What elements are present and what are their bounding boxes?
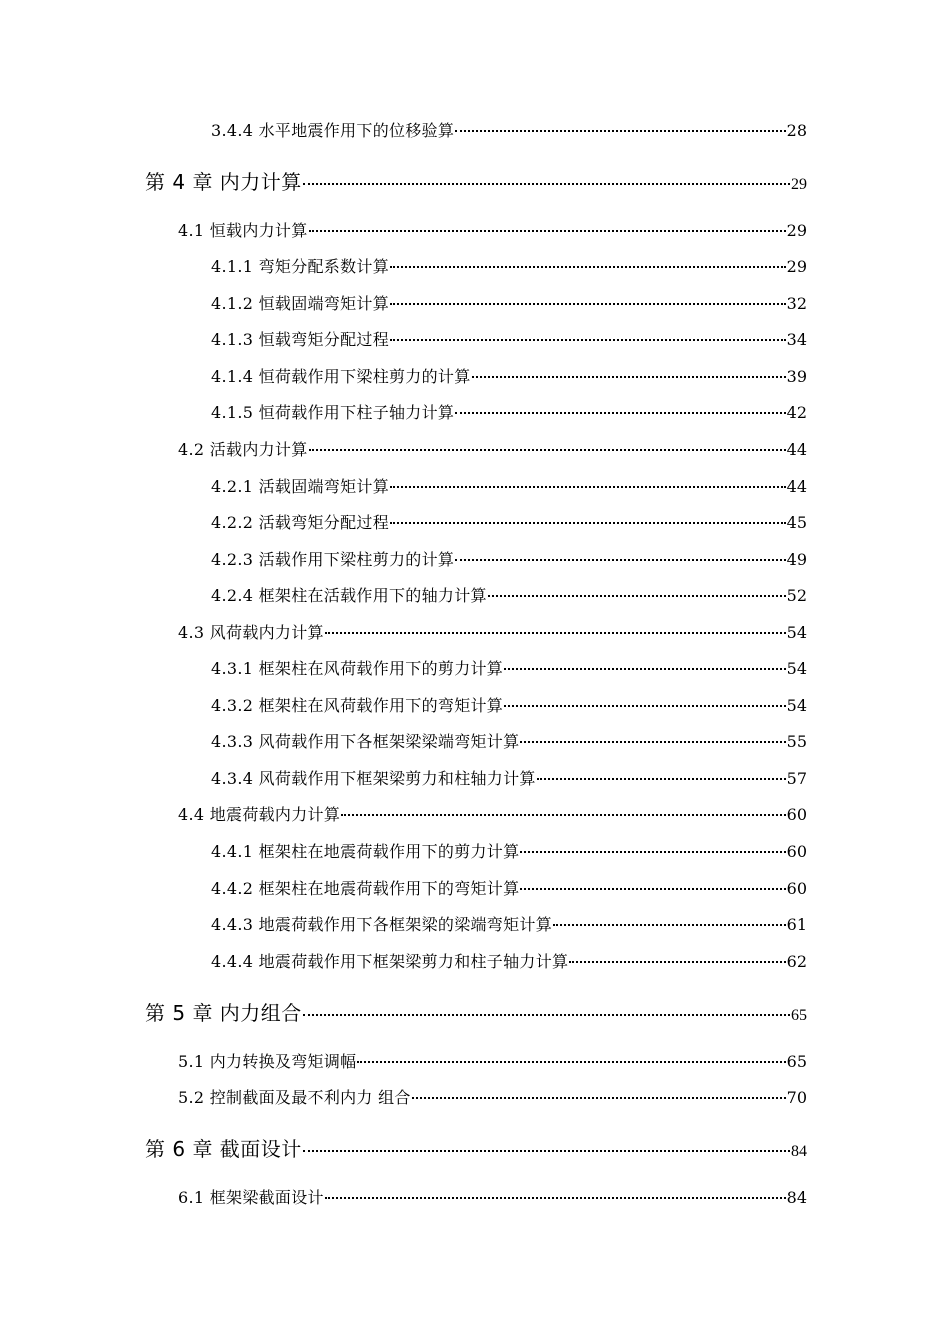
toc-entry-page: 54: [786, 659, 807, 678]
toc-entry-title: 4.2.1 活载固端弯矩计算: [211, 477, 389, 496]
toc-entry-title: 3.4.4 水平地震作用下的位移验算: [211, 121, 455, 140]
toc-dot-leader: [390, 486, 786, 488]
toc-entry-page: 60: [786, 842, 807, 861]
toc-entry-title: 4.2.2 活载弯矩分配过程: [211, 513, 389, 532]
toc-entry[interactable]: [211, 327, 807, 350]
toc-entry-title: 4.1.4 恒荷载作用下梁柱剪力的计算: [211, 367, 471, 386]
toc-entry-page: 44: [786, 440, 807, 459]
toc-entry[interactable]: [211, 656, 807, 679]
toc-entry-page: 55: [786, 732, 807, 751]
toc-entry-title: 4.1.1 弯矩分配系数计算: [211, 257, 389, 276]
toc-dot-leader: [390, 303, 786, 305]
toc-entry-page: 84: [786, 1188, 807, 1207]
toc-dot-leader: [303, 1014, 790, 1016]
toc-dot-leader: [455, 412, 785, 414]
toc-entry-title: 5.1 内力转换及弯矩调幅: [178, 1052, 357, 1071]
toc-dot-leader: [309, 449, 786, 451]
toc-entry-page: 44: [786, 477, 807, 496]
toc-entry-page: 54: [786, 696, 807, 715]
toc-section-entry[interactable]: [178, 1049, 807, 1072]
toc-entry-title: 4.3 风荷载内力计算: [178, 623, 324, 642]
toc-dot-leader: [390, 266, 786, 268]
toc-entry-page: 52: [786, 586, 807, 605]
toc-entry[interactable]: [211, 949, 807, 972]
toc-dot-leader: [357, 1061, 785, 1063]
toc-entry-page: 42: [786, 403, 807, 422]
toc-dot-leader: [569, 961, 785, 963]
toc-dot-leader: [455, 559, 785, 561]
toc-entry-page: 49: [786, 550, 807, 569]
toc-entry-page: 45: [786, 513, 807, 532]
toc-entry-title: 4.4.2 框架柱在地震荷载作用下的弯矩计算: [211, 879, 520, 898]
toc-entry-page: 57: [786, 769, 807, 788]
toc-entry-page: 34: [786, 330, 807, 349]
toc-dot-leader: [520, 741, 785, 743]
toc-section-entry[interactable]: [178, 620, 807, 643]
toc-entry-page: 32: [786, 294, 807, 313]
toc-dot-leader: [309, 230, 786, 232]
toc-entry-title: 4.1 恒载内力计算: [178, 221, 308, 240]
toc-chapter-entry[interactable]: [145, 166, 807, 195]
toc-entry-page: 60: [786, 879, 807, 898]
toc-dot-leader: [472, 376, 786, 378]
toc-entry-title: 4.2.4 框架柱在活载作用下的轴力计算: [211, 586, 487, 605]
toc-dot-leader: [520, 851, 785, 853]
toc-section-entry[interactable]: [178, 218, 807, 241]
toc-entry-page: 29: [786, 221, 807, 240]
toc-entry[interactable]: [211, 583, 807, 606]
toc-section-entry[interactable]: [178, 437, 807, 460]
toc-dot-leader: [303, 1150, 790, 1152]
toc-section-entry[interactable]: [178, 1085, 807, 1108]
toc-entry[interactable]: [211, 400, 807, 423]
toc-dot-leader: [504, 705, 786, 707]
toc-dot-leader: [325, 1197, 786, 1199]
toc-entry-title: 4.4.3 地震荷载作用下各框架梁的梁端弯矩计算: [211, 915, 552, 934]
toc-entry-title: 4.1.2 恒载固端弯矩计算: [211, 294, 389, 313]
toc-dot-leader: [455, 130, 785, 132]
toc-entry[interactable]: [211, 474, 807, 497]
toc-dot-leader: [325, 632, 786, 634]
toc-entry-page: 84: [791, 1143, 807, 1160]
toc-entry-title: 第 5 章 内力组合: [145, 1001, 302, 1025]
toc-entry-page: 29: [786, 257, 807, 276]
toc-entry[interactable]: [211, 547, 807, 570]
toc-dot-leader: [488, 595, 786, 597]
toc-entry-page: 70: [786, 1088, 807, 1107]
toc-entry[interactable]: [211, 364, 807, 387]
toc-dot-leader: [504, 668, 786, 670]
toc-entry[interactable]: [211, 729, 807, 752]
toc-dot-leader: [390, 339, 786, 341]
toc-entry-page: 65: [791, 1007, 807, 1024]
toc-entry[interactable]: [211, 766, 807, 789]
toc-entry-title: 4.3.2 框架柱在风荷载作用下的弯矩计算: [211, 696, 504, 715]
toc-entry-page: 60: [786, 805, 807, 824]
toc-entry[interactable]: [211, 839, 807, 862]
toc-entry-title: 第 6 章 截面设计: [145, 1137, 302, 1161]
toc-entry-title: 4.3.3 风荷载作用下各框架梁梁端弯矩计算: [211, 732, 520, 751]
toc-entry-title: 4.2.3 活载作用下梁柱剪力的计算: [211, 550, 455, 569]
toc-entry-title: 6.1 框架梁截面设计: [178, 1188, 324, 1207]
toc-dot-leader: [390, 522, 786, 524]
toc-entry-title: 4.4 地震荷载内力计算: [178, 805, 341, 824]
toc-entry-page: 29: [791, 176, 807, 193]
toc-entry[interactable]: [211, 876, 807, 899]
toc-entry-title: 4.4.4 地震荷载作用下框架梁剪力和柱子轴力计算: [211, 952, 569, 971]
toc-entry-page: 62: [786, 952, 807, 971]
toc-entry-title: 4.4.1 框架柱在地震荷载作用下的剪力计算: [211, 842, 520, 861]
toc-section-entry[interactable]: [178, 1185, 807, 1208]
toc-entry-page: 28: [786, 121, 807, 140]
toc-section-entry[interactable]: [178, 802, 807, 825]
toc-entry-title: 4.1.3 恒载弯矩分配过程: [211, 330, 389, 349]
toc-dot-leader: [341, 814, 786, 816]
toc-entry-title: 4.2 活载内力计算: [178, 440, 308, 459]
toc-dot-leader: [412, 1097, 786, 1099]
toc-chapter-entry[interactable]: [145, 1133, 807, 1162]
toc-entry[interactable]: [211, 118, 807, 141]
toc-entry-title: 4.1.5 恒荷载作用下柱子轴力计算: [211, 403, 455, 422]
toc-entry-title: 5.2 控制截面及最不利内力 组合: [178, 1088, 411, 1107]
toc-entry[interactable]: [211, 254, 807, 277]
toc-entry[interactable]: [211, 510, 807, 533]
toc-entry-page: 65: [786, 1052, 807, 1071]
toc-chapter-entry[interactable]: [145, 997, 807, 1026]
toc-entry-title: 第 4 章 内力计算: [145, 170, 302, 194]
toc-entry-page: 61: [786, 915, 807, 934]
toc-entry-title: 4.3.4 风荷载作用下框架梁剪力和柱轴力计算: [211, 769, 536, 788]
toc-entry-title: 4.3.1 框架柱在风荷载作用下的剪力计算: [211, 659, 504, 678]
toc-dot-leader: [537, 778, 786, 780]
toc-dot-leader: [303, 183, 790, 185]
toc-entry[interactable]: [211, 693, 807, 716]
toc-entry[interactable]: [211, 291, 807, 314]
toc-dot-leader: [553, 924, 786, 926]
toc-dot-leader: [520, 888, 785, 890]
toc-entry-page: 54: [786, 623, 807, 642]
toc-entry[interactable]: [211, 912, 807, 935]
toc-entry-page: 39: [786, 367, 807, 386]
